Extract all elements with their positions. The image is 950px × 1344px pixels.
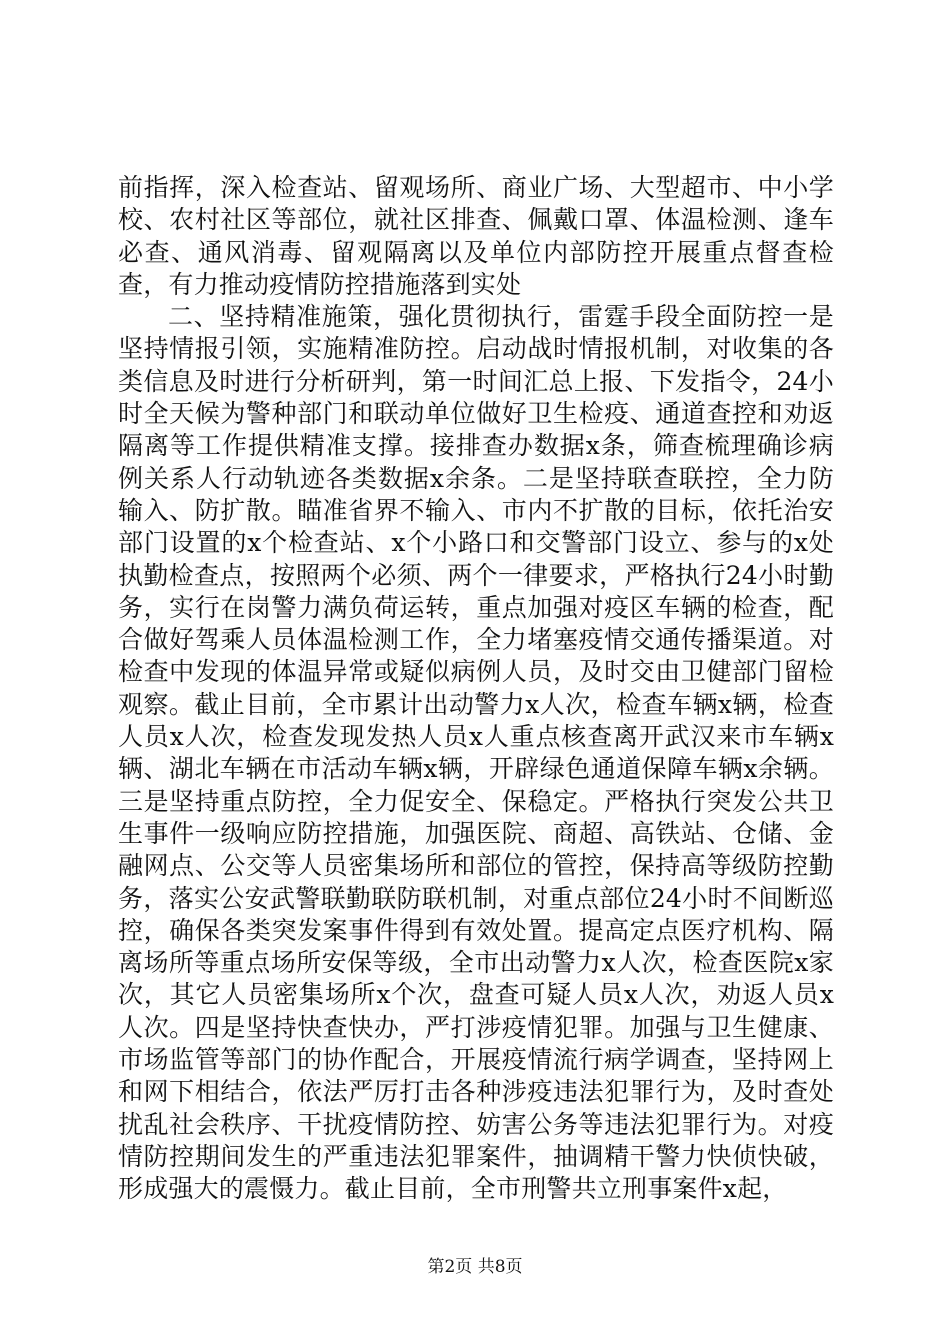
page-footer: 第2页 共8页 xyxy=(427,1257,523,1277)
paragraph-section-two: 二、坚持精准施策，强化贯彻执行，雷霆手段全面防控一是坚持情报引领，实施精准防控。启动战时情报机制，对收集的各类信息及时进行分析研判，第一时间汇总上报、下发指令，24小时全天候为警种部门和联动单位做好卫生检疫、通道查控和劝返隔离等工作提供精准支撑。接排查办数据x条，筛查梳理确诊病例关系人行动轨迹各类数据x余条。二是坚持联查联控，全力防输入、防扩散。瞄准省界不输入、市内不扩散的目标，依托治安部门设置的x个检查站、x个小路口和交警部门设立、参与的x处执勤检查点，按照两个必须、两个一律要求，严格执行24小时勤务，实行在岗警力满负荷运转，重点加强对疫区车辆的检查，配合做好驾乘人员体温检测工作，全力堵塞疫情交通传播渠道。对检查中发现的体温异常或疑似病例人员，及时交由卫健部门留检观察。截止目前，全市累计出动警力x人次，检查车辆x辆，检查人员x人次，检查发现发热人员x人重点核查离开武汉来市车辆x辆、湖北车辆在市活动车辆x辆，开辟绿色通道保障车辆x余辆。三是坚持重点防控，全力促安全、保稳定。严格执行突发公共卫生事件一级响应防控措施，加强医院、商超、高铁站、仓储、金融网点、公交等人员密集场所和部位的管控，保持高等级防控勤务，落实公安武警联勤联防联机制，对重点部位24小时不间断巡控，确保各类突发案事件得到有效处置。提高定点医疗机构、隔离场所等重点场所安保等级，全市出动警力x人次，检查医院x家次，其它人员密集场所x个次，盘查可疑人员x人次，劝返人员x人次。四是坚持快查快办，严打涉疫情犯罪。加强与卫生健康、市场监管等部门的协作配合，开展疫情流行病学调查，坚持网上和网下相结合，依法严厉打击各种涉疫违法犯罪行为，及时查处扰乱社会秩序、干扰疫情防控、妨害公务等违法犯罪行为。对疫情防控期间发生的严重违法犯罪案件，抽调精干警力快侦快破，形成强大的震慑力。截止目前，全市刑警共立刑事案件x起， xyxy=(118,302,834,1204)
paragraph-continuation: 前指挥，深入检查站、留观场所、商业广场、大型超市、中小学校、农村社区等部位，就社区排查、佩戴口罩、体温检测、逢车必查、通风消毒、留观隔离以及单位内部防控开展重点督查检查，有力推动疫情防控措施落到实处 xyxy=(118,173,834,299)
document-body xyxy=(118,172,834,1206)
